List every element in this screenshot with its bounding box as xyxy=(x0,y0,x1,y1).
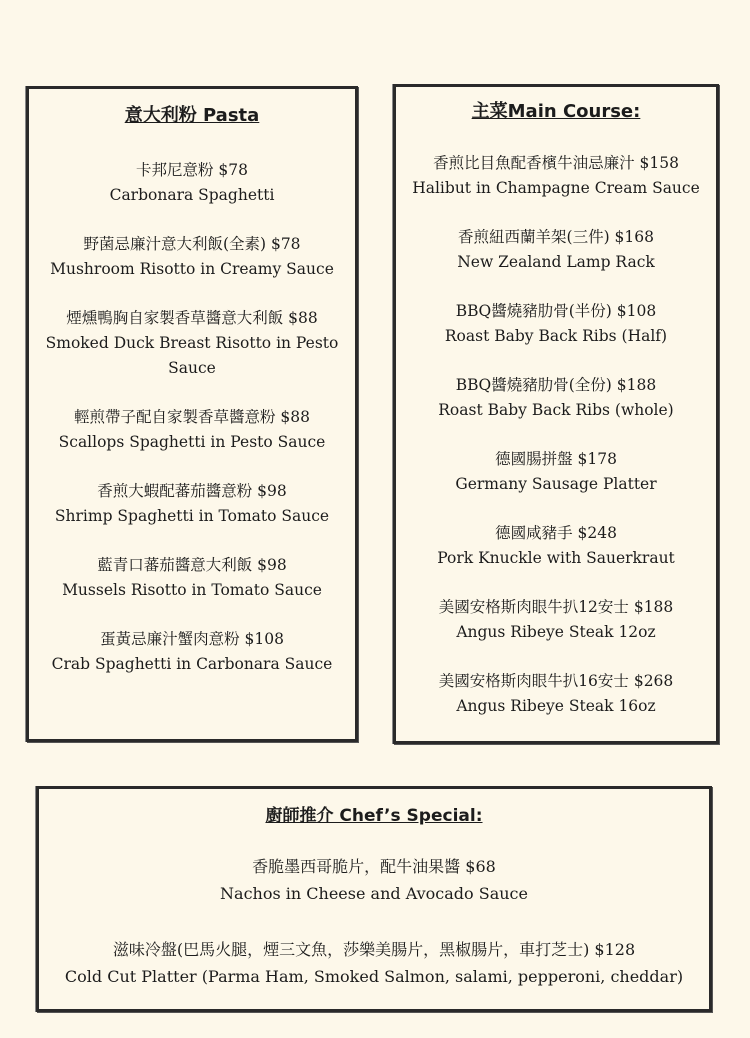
menu-item-chinese-name: 滋味冷盤(巴馬火腿，煙三文魚，莎樂美腸片，黑椒腸片，車打芝士) $128 xyxy=(112,940,636,959)
pasta-item-list xyxy=(29,158,355,677)
menu-item-english-name: Angus Ribeye Steak 16oz xyxy=(456,697,656,715)
menu-item-chinese-name: 德國腸拼盤 $178 xyxy=(495,450,617,468)
menu-item-chinese-name: 卡邦尼意粉 $78 xyxy=(135,161,248,179)
menu-item-chinese-name: 香脆墨西哥脆片，配牛油果醬 $68 xyxy=(252,857,496,876)
menu-item-chinese-name: 藍青口蕃茄醬意大利飯 $98 xyxy=(97,556,287,574)
menu-item-chinese-name: 美國安格斯肉眼牛扒16安士 $268 xyxy=(438,672,674,690)
menu-item-chinese-name: BBQ醬燒豬肋骨(全份) $188 xyxy=(455,376,657,394)
menu-item-chinese-name: 香煎大蝦配蕃茄醬意粉 $98 xyxy=(97,482,287,500)
menu-item-english-name: Crab Spaghetti in Carbonara Sauce xyxy=(51,655,333,673)
menu-item xyxy=(396,373,716,423)
menu-item-chinese-name: 輕煎帶子配自家製香草醬意粉 $88 xyxy=(73,408,310,426)
pasta-section-title: 意大利粉 Pasta xyxy=(124,105,260,126)
menu-item-english-name: Carbonara Spaghetti xyxy=(109,186,275,204)
menu-item xyxy=(29,553,355,603)
menu-item-english-name: Cold Cut Platter (Parma Ham, Smoked Salmon, salami, pepperoni, cheddar) xyxy=(64,967,684,986)
menu-item-english-name: Shrimp Spaghetti in Tomato Sauce xyxy=(54,507,330,525)
menu-item-english-name: Halibut in Champagne Cream Sauce xyxy=(412,179,700,197)
menu-item-chinese-name: 美國安格斯肉眼牛扒12安士 $188 xyxy=(438,598,674,616)
menu-item-english-name: New Zealand Lamp Rack xyxy=(457,253,655,271)
menu-item-english-name: Scallops Spaghetti in Pesto Sauce xyxy=(58,433,326,451)
menu-item xyxy=(396,669,716,719)
menu-item-chinese-name: 煙燻鴨胸自家製香草醬意大利飯 $88 xyxy=(66,309,318,327)
menu-item-chinese-name: BBQ醬燒豬肋骨(半份) $108 xyxy=(455,302,657,320)
menu-item-english-name: Germany Sausage Platter xyxy=(455,475,657,493)
menu-item-english-name: Angus Ribeye Steak 12oz xyxy=(456,623,656,641)
main-course-menu-panel xyxy=(393,84,719,744)
menu-item-english-name: Nachos in Cheese and Avocado Sauce xyxy=(220,884,528,903)
pasta-menu-panel xyxy=(26,86,358,742)
menu-item xyxy=(39,936,709,990)
menu-item xyxy=(29,306,355,381)
menu-item xyxy=(396,225,716,275)
menu-item xyxy=(29,158,355,208)
menu-item xyxy=(396,151,716,201)
main-course-item-list xyxy=(396,151,716,719)
menu-item-english-name: Mussels Risotto in Tomato Sauce xyxy=(62,581,322,599)
menu-item xyxy=(39,853,709,907)
menu-item xyxy=(396,521,716,571)
menu-item-english-name: Roast Baby Back Ribs (whole) xyxy=(438,401,674,419)
menu-item xyxy=(396,299,716,349)
menu-item-chinese-name: 香煎比目魚配香檳牛油忌廉汁 $158 xyxy=(433,154,679,172)
chef-special-item-list xyxy=(39,853,709,990)
menu-item xyxy=(29,405,355,455)
menu-item-chinese-name: 蛋黃忌廉汁蟹肉意粉 $108 xyxy=(100,630,284,648)
menu-item xyxy=(29,627,355,677)
menu-item-english-name: Mushroom Risotto in Creamy Sauce xyxy=(50,260,334,278)
menu-item xyxy=(396,595,716,645)
menu-item-english-name: Smoked Duck Breast Risotto in Pesto Sauce xyxy=(45,334,339,377)
menu-item-chinese-name: 香煎紐西蘭羊架(三件) $168 xyxy=(458,228,654,246)
menu-item-chinese-name: 野菌忌廉汁意大利飯(全素) $78 xyxy=(83,235,301,253)
menu-item xyxy=(29,479,355,529)
chef-special-section-title: 廚師推介 Chef’s Special: xyxy=(265,806,483,826)
menu-item xyxy=(29,232,355,282)
menu-item-english-name: Pork Knuckle with Sauerkraut xyxy=(437,549,675,567)
chef-special-menu-panel xyxy=(36,786,712,1012)
menu-item-english-name: Roast Baby Back Ribs (Half) xyxy=(444,327,668,345)
menu-item-chinese-name: 德國咸豬手 $248 xyxy=(495,524,617,542)
main-course-section-title: 主菜Main Course: xyxy=(471,101,641,122)
menu-item xyxy=(396,447,716,497)
